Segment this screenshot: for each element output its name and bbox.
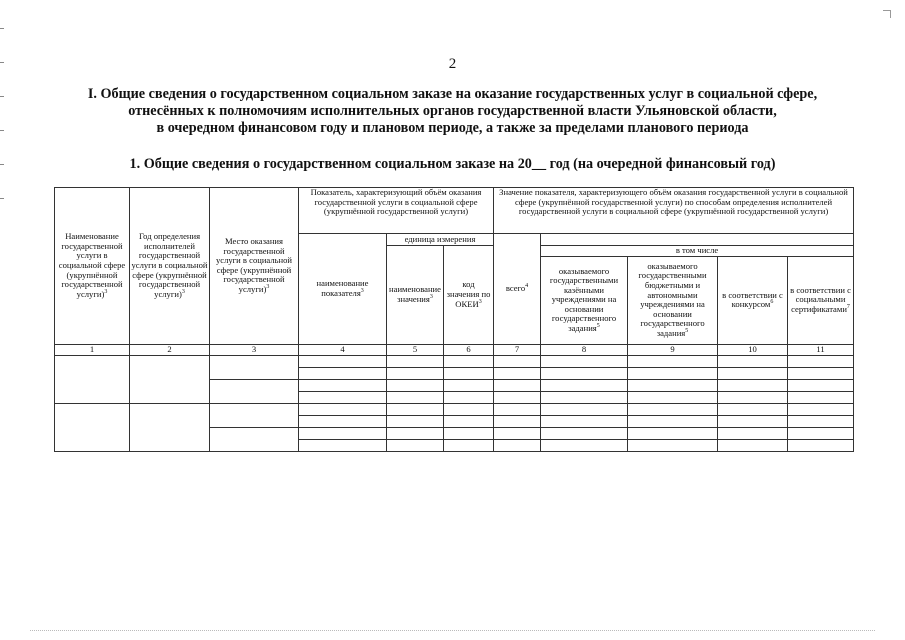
heading-line: отнесённых к полномочиям исполнительных органов государственной власти Ульяновской области, bbox=[128, 103, 777, 119]
section-heading bbox=[40, 86, 865, 137]
empty-cell[interactable] bbox=[494, 391, 541, 403]
header-unit-group: единица измерения bbox=[387, 234, 494, 246]
header-indicator-name: наименование показателя$^3$ bbox=[299, 234, 387, 345]
column-number: 4 bbox=[299, 344, 387, 355]
column-number: 2 bbox=[130, 344, 210, 355]
scan-edge-mark bbox=[0, 96, 4, 97]
empty-cell[interactable] bbox=[387, 367, 444, 379]
empty-cell[interactable] bbox=[494, 379, 541, 391]
empty-cell[interactable] bbox=[444, 415, 494, 427]
empty-cell[interactable] bbox=[494, 427, 541, 439]
empty-cell[interactable] bbox=[299, 415, 387, 427]
empty-cell[interactable] bbox=[541, 403, 628, 415]
empty-cell[interactable] bbox=[718, 403, 788, 415]
empty-cell[interactable] bbox=[494, 415, 541, 427]
table-row bbox=[55, 355, 854, 367]
empty-cell[interactable] bbox=[541, 439, 628, 451]
scan-edge-mark bbox=[0, 130, 4, 131]
header-year: Год определения исполнителей государственной услуги в социальной сфере (укрупнённой государственной услуги)$^3$ bbox=[130, 188, 210, 345]
empty-cell[interactable] bbox=[788, 367, 854, 379]
empty-cell[interactable] bbox=[299, 427, 387, 439]
empty-cell[interactable] bbox=[788, 391, 854, 403]
header-okei-code: код значения по ОКЕИ$^3$ bbox=[444, 246, 494, 345]
heading-line: I. Общие сведения о государственном социальном заказе на оказание государственных услуг в социальной сфере, bbox=[87, 86, 818, 102]
empty-cell[interactable] bbox=[628, 367, 718, 379]
empty-cell[interactable] bbox=[718, 439, 788, 451]
header-certificates: в соответствии с социальными сертификатами$^7$ bbox=[788, 256, 854, 344]
empty-cell[interactable] bbox=[444, 391, 494, 403]
empty-cell[interactable] bbox=[628, 403, 718, 415]
empty-cell[interactable] bbox=[628, 355, 718, 367]
empty-cell[interactable] bbox=[387, 391, 444, 403]
empty-cell[interactable] bbox=[55, 403, 130, 451]
empty-cell[interactable] bbox=[130, 403, 210, 451]
column-number: 10 bbox=[718, 344, 788, 355]
empty-cell[interactable] bbox=[299, 355, 387, 367]
empty-cell[interactable] bbox=[494, 367, 541, 379]
header-total: всего$^4$ bbox=[494, 234, 541, 345]
heading-line: в очередном финансовом году и плановом периоде, а также за пределами планового периода bbox=[156, 120, 749, 136]
page-number: 2 bbox=[448, 56, 457, 72]
empty-cell[interactable] bbox=[387, 427, 444, 439]
scan-footer-noise bbox=[30, 630, 875, 632]
header-unit-name: наименование значения$^3$ bbox=[387, 246, 444, 345]
table-row bbox=[55, 403, 854, 415]
empty-cell[interactable] bbox=[541, 355, 628, 367]
empty-cell[interactable] bbox=[718, 391, 788, 403]
empty-cell[interactable] bbox=[299, 379, 387, 391]
empty-cell[interactable] bbox=[628, 415, 718, 427]
header-contest: в соответствии с конкурсом$^6$ bbox=[718, 256, 788, 344]
empty-cell[interactable] bbox=[718, 379, 788, 391]
header-including: в том числе bbox=[541, 246, 854, 257]
empty-cell[interactable] bbox=[541, 427, 628, 439]
empty-cell[interactable] bbox=[541, 415, 628, 427]
empty-cell[interactable] bbox=[210, 379, 299, 403]
column-number: 9 bbox=[628, 344, 718, 355]
empty-cell[interactable] bbox=[387, 415, 444, 427]
scan-edge-mark bbox=[0, 164, 4, 165]
empty-cell[interactable] bbox=[628, 439, 718, 451]
empty-cell[interactable] bbox=[210, 427, 299, 451]
column-number: 3 bbox=[210, 344, 299, 355]
header-budget-autonomous: оказываемого государственными бюджетными и автономными учреждениями на основании государственного задания$^5$ bbox=[628, 256, 718, 344]
empty-cell[interactable] bbox=[788, 439, 854, 451]
empty-cell[interactable] bbox=[788, 379, 854, 391]
empty-cell[interactable] bbox=[628, 379, 718, 391]
empty-cell[interactable] bbox=[718, 367, 788, 379]
header-value-group: Значение показателя, характеризующего объём оказания государственной услуги в социальной сфере (укрупнённой государственной услуги) по способам определения исполнителей государственной услуги в социальной сфере (укрупнённой государственной услуги) bbox=[494, 188, 854, 234]
empty-cell[interactable] bbox=[444, 427, 494, 439]
empty-cell[interactable] bbox=[130, 355, 210, 403]
empty-cell[interactable] bbox=[387, 439, 444, 451]
empty-cell[interactable] bbox=[541, 367, 628, 379]
empty-cell[interactable] bbox=[299, 367, 387, 379]
header-kazennye: оказываемого государственными казёнными учреждениями на основании государственного задания$^5$ bbox=[541, 256, 628, 344]
column-number: 5 bbox=[387, 344, 444, 355]
empty-cell[interactable] bbox=[387, 355, 444, 367]
empty-cell[interactable] bbox=[55, 355, 130, 403]
empty-cell[interactable] bbox=[444, 367, 494, 379]
empty-cell[interactable] bbox=[541, 379, 628, 391]
column-number: 8 bbox=[541, 344, 628, 355]
subsection-heading: 1. Общие сведения о государственном социальном заказе на 20__ год (на очередной финансовый год) bbox=[129, 156, 776, 172]
empty-cell[interactable] bbox=[444, 403, 494, 415]
empty-cell[interactable] bbox=[210, 355, 299, 379]
empty-cell[interactable] bbox=[788, 355, 854, 367]
empty-cell[interactable] bbox=[387, 379, 444, 391]
column-number: 6 bbox=[444, 344, 494, 355]
empty-cell[interactable] bbox=[299, 403, 387, 415]
header-service-name: Наименование государственной услуги в социальной сфере (укрупнённой государственной услуги)$^3$ bbox=[55, 188, 130, 345]
empty-cell[interactable] bbox=[494, 439, 541, 451]
empty-cell[interactable] bbox=[387, 403, 444, 415]
header-place: Место оказания государственной услуги в социальной сфере (укрупнённой государственной услуги)$^3$ bbox=[210, 188, 299, 345]
scan-edge-mark bbox=[0, 198, 4, 199]
empty-cell[interactable] bbox=[718, 415, 788, 427]
column-number: 7 bbox=[494, 344, 541, 355]
empty-cell[interactable] bbox=[628, 391, 718, 403]
empty-cell[interactable] bbox=[788, 403, 854, 415]
empty-cell[interactable] bbox=[494, 403, 541, 415]
column-number: 1 bbox=[55, 344, 130, 355]
empty-cell[interactable] bbox=[628, 427, 718, 439]
column-number-row bbox=[55, 344, 854, 355]
empty-cell[interactable] bbox=[444, 355, 494, 367]
empty-cell[interactable] bbox=[299, 439, 387, 451]
header-empty-band bbox=[541, 234, 854, 246]
empty-cell[interactable] bbox=[444, 379, 494, 391]
empty-cell[interactable] bbox=[541, 391, 628, 403]
social-order-table bbox=[54, 187, 854, 452]
empty-cell[interactable] bbox=[299, 391, 387, 403]
empty-cell[interactable] bbox=[788, 415, 854, 427]
empty-cell[interactable] bbox=[718, 427, 788, 439]
scan-corner-mark bbox=[883, 10, 891, 18]
empty-cell[interactable] bbox=[210, 403, 299, 427]
empty-cell[interactable] bbox=[788, 427, 854, 439]
empty-cell[interactable] bbox=[718, 355, 788, 367]
empty-cell[interactable] bbox=[444, 439, 494, 451]
header-indicator-group: Показатель, характеризующий объём оказания государственной услуги в социальной сфере (укрупнённой государственной услуги) bbox=[299, 188, 494, 234]
empty-cell[interactable] bbox=[494, 355, 541, 367]
column-number: 11 bbox=[788, 344, 854, 355]
scan-edge-mark bbox=[0, 28, 4, 29]
